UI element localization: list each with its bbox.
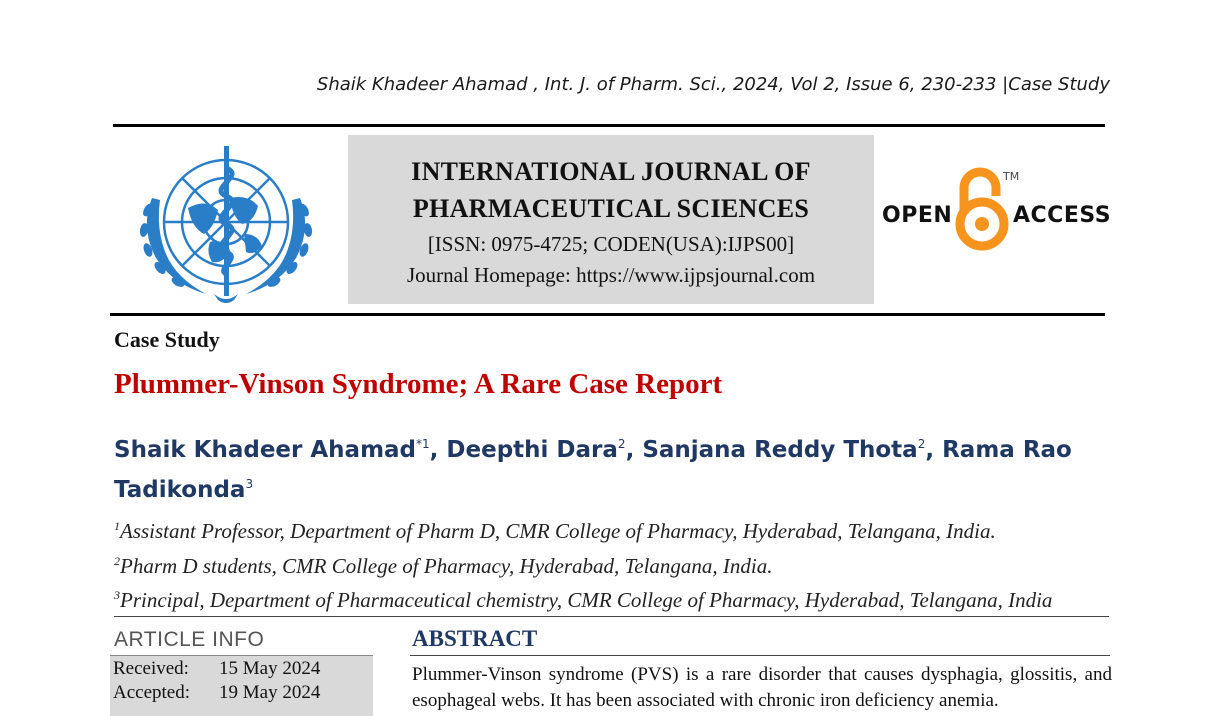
- trademark-text: TM: [1003, 170, 1020, 183]
- author-name: Sanjana Reddy Thota: [642, 437, 918, 463]
- article-info-box: [110, 656, 373, 716]
- author-name: Deepthi Dara: [446, 437, 618, 463]
- affiliation-text: Assistant Professor, Department of Pharm D, CMR College of Pharmacy, Hyderabad, Telangana, India.: [120, 519, 996, 543]
- affiliation-list: [114, 512, 1114, 616]
- received-label: Received:: [113, 658, 189, 679]
- author-name: Rama Rao Tadikonda: [114, 437, 1072, 503]
- author-affiliation-mark: *1: [416, 437, 430, 451]
- article-info-heading: ARTICLE INFO: [114, 628, 265, 651]
- journal-homepage: Journal Homepage: https://www.ijpsjournal.com: [406, 263, 816, 287]
- author-separator: ,: [625, 437, 643, 463]
- article-type: Case Study: [114, 327, 220, 352]
- accepted-date: 19 May 2024: [219, 682, 321, 703]
- received-row: [113, 658, 320, 680]
- top-rule: [113, 124, 1105, 127]
- accepted-label: Accepted:: [113, 682, 191, 703]
- running-head: Shaik Khadeer Ahamad , Int. J. of Pharm. Sci., 2024, Vol 2, Issue 6, 230-233 |Case Study: [316, 74, 1110, 95]
- author-name: Shaik Khadeer Ahamad: [114, 437, 417, 463]
- who-emblem-logo: [126, 138, 326, 306]
- journal-issn: [ISSN: 0975-4725; CODEN(USA):IJPS00]: [427, 232, 795, 256]
- author-affiliation-mark: 2: [917, 437, 926, 451]
- abstract-heading: ABSTRACT: [412, 626, 538, 651]
- journal-title-line2: PHARMACEUTICAL SCIENCES: [412, 194, 810, 223]
- open-lock-icon: [954, 166, 1010, 252]
- author-separator: ,: [429, 437, 447, 463]
- article-title: Plummer-Vinson Syndrome; A Rare Case Report: [114, 368, 723, 400]
- journal-masthead: [348, 135, 874, 304]
- affiliation-mark: 3: [114, 588, 120, 602]
- affiliation-mark: 1: [114, 519, 120, 533]
- journal-title: [348, 153, 874, 227]
- open-access-access-text: ACCESS: [1013, 203, 1112, 228]
- open-access-logo: [880, 166, 1112, 256]
- abstract-text: Plummer-Vinson syndrome (PVS) is a rare disorder that causes dysphagia, glossitis, and esophageal webs. It has been associated with chronic iron deficiency anemia.: [412, 664, 1112, 711]
- affiliation-item: [114, 512, 1114, 547]
- section-divider: [114, 616, 1109, 617]
- affiliation-mark: 2: [114, 553, 120, 568]
- affiliation-item: [114, 547, 1114, 582]
- author-affiliation-mark: 2: [617, 437, 626, 451]
- author-list: [114, 427, 1074, 507]
- affiliation-item: [114, 581, 1114, 616]
- header-bottom-rule: [110, 313, 1105, 316]
- abstract-rule: [410, 655, 1110, 656]
- received-date: 15 May 2024: [219, 658, 321, 679]
- affiliation-text: Principal, Department of Pharmaceutical chemistry, CMR College of Pharmacy, Hyderabad, Telangana, India: [120, 588, 1053, 612]
- accepted-row: [113, 682, 320, 704]
- affiliation-text: Pharm D students, CMR College of Pharmacy, Hyderabad, Telangana, India.: [120, 553, 773, 578]
- author-affiliation-mark: 3: [245, 477, 254, 491]
- author-separator: ,: [925, 437, 943, 463]
- open-access-open-text: OPEN: [882, 203, 953, 228]
- journal-title-line1: INTERNATIONAL JOURNAL OF: [411, 157, 811, 186]
